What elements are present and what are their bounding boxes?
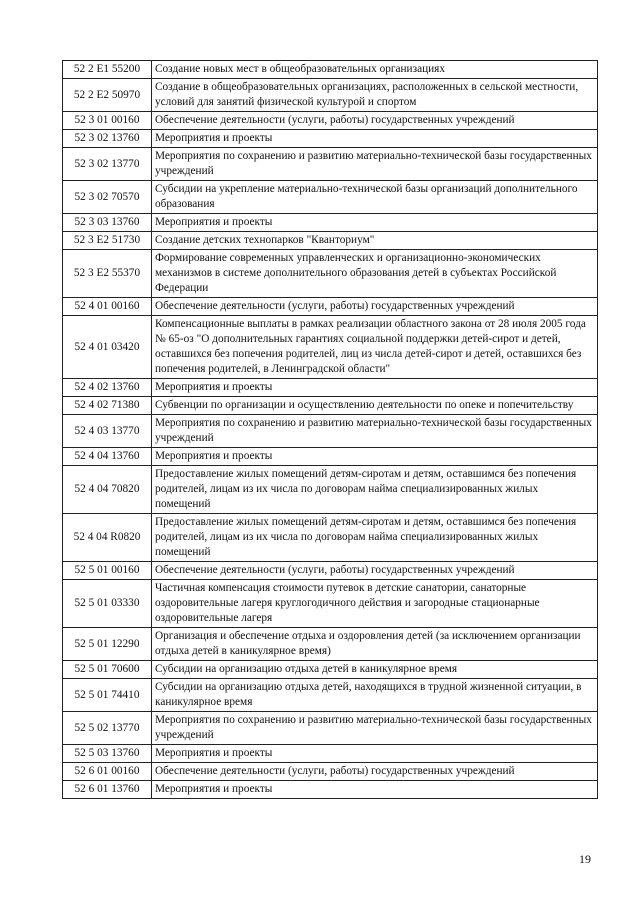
row-code: 52 4 03 13770 <box>63 415 152 448</box>
row-description: Мероприятия и проекты <box>152 379 598 397</box>
row-code: 52 5 01 74410 <box>63 679 152 712</box>
table-row <box>63 130 598 148</box>
row-code: 52 2 E2 50970 <box>63 79 152 112</box>
row-code: 52 3 02 70570 <box>63 181 152 214</box>
budget-codes-table <box>62 60 598 799</box>
row-description: Создание в общеобразовательных организациях, расположенных в сельской местности, условий для занятий физической культурой и спортом <box>152 79 598 112</box>
row-code: 52 3 02 13760 <box>63 130 152 148</box>
row-code: 52 4 01 03420 <box>63 316 152 379</box>
row-description: Субсидии на организацию отдыха детей, находящихся в трудной жизненной ситуации, в каникулярное время <box>152 679 598 712</box>
row-description: Предоставление жилых помещений детям-сиротам и детям, оставшимся без попечения родителей, лицам из их числа по договорам найма специализированных жилых помещений <box>152 466 598 514</box>
table-row <box>63 415 598 448</box>
row-code: 52 4 04 13760 <box>63 448 152 466</box>
row-description: Формирование современных управленческих и организационно-экономических механизмов в системе дополнительного образования детей в субъектах Российской Федерации <box>152 250 598 298</box>
row-code: 52 4 04 70820 <box>63 466 152 514</box>
row-code: 52 6 01 00160 <box>63 763 152 781</box>
row-description: Обеспечение деятельности (услуги, работы) государственных учреждений <box>152 763 598 781</box>
table-row <box>63 316 598 379</box>
row-code: 52 4 04 R0820 <box>63 514 152 562</box>
row-description: Мероприятия и проекты <box>152 745 598 763</box>
row-code: 52 5 01 03330 <box>63 580 152 628</box>
table-row <box>63 250 598 298</box>
row-code: 52 3 03 13760 <box>63 214 152 232</box>
row-code: 52 6 01 13760 <box>63 781 152 799</box>
row-description: Субсидии на организацию отдыха детей в каникулярное время <box>152 661 598 679</box>
row-code: 52 2 E1 55200 <box>63 61 152 79</box>
row-description: Обеспечение деятельности (услуги, работы) государственных учреждений <box>152 298 598 316</box>
row-description: Мероприятия по сохранению и развитию материально-технической базы государственных учреждений <box>152 148 598 181</box>
table-row <box>63 679 598 712</box>
row-description: Организация и обеспечение отдыха и оздоровления детей (за исключением организации отдыха детей в каникулярное время) <box>152 628 598 661</box>
row-code: 52 3 01 00160 <box>63 112 152 130</box>
row-code: 52 5 01 12290 <box>63 628 152 661</box>
page-number: 19 <box>579 852 591 866</box>
table-row <box>63 397 598 415</box>
table-row <box>63 298 598 316</box>
table-row <box>63 61 598 79</box>
row-description: Мероприятия и проекты <box>152 448 598 466</box>
row-description: Субвенции по организации и осуществлению деятельности по опеке и попечительству <box>152 397 598 415</box>
row-code: 52 5 01 70600 <box>63 661 152 679</box>
table-row <box>63 448 598 466</box>
table-row <box>63 745 598 763</box>
row-code: 52 3 E2 55370 <box>63 250 152 298</box>
table-row <box>63 562 598 580</box>
row-description: Мероприятия и проекты <box>152 130 598 148</box>
row-description: Субсидии на укрепление материально-технической базы организаций дополнительного образования <box>152 181 598 214</box>
row-code: 52 5 03 13760 <box>63 745 152 763</box>
table-row <box>63 232 598 250</box>
table-row <box>63 112 598 130</box>
table-row <box>63 466 598 514</box>
row-code: 52 5 02 13770 <box>63 712 152 745</box>
table-row <box>63 763 598 781</box>
row-description: Мероприятия и проекты <box>152 214 598 232</box>
table-row <box>63 181 598 214</box>
row-description: Обеспечение деятельности (услуги, работы) государственных учреждений <box>152 112 598 130</box>
table-row <box>63 580 598 628</box>
row-code: 52 4 01 00160 <box>63 298 152 316</box>
table-row <box>63 781 598 799</box>
row-description: Создание детских технопарков "Кванториум" <box>152 232 598 250</box>
row-description: Обеспечение деятельности (услуги, работы) государственных учреждений <box>152 562 598 580</box>
table-row <box>63 148 598 181</box>
row-description: Частичная компенсация стоимости путевок в детские санатории, санаторные оздоровительные лагеря круглогодичного действия и загородные стационарные оздоровительные лагеря <box>152 580 598 628</box>
row-code: 52 3 E2 51730 <box>63 232 152 250</box>
table-row <box>63 628 598 661</box>
row-description: Создание новых мест в общеобразовательных организациях <box>152 61 598 79</box>
table-body <box>63 61 598 799</box>
row-code: 52 3 02 13770 <box>63 148 152 181</box>
row-code: 52 4 02 71380 <box>63 397 152 415</box>
table-row <box>63 379 598 397</box>
row-description: Мероприятия по сохранению и развитию материально-технической базы государственных учреждений <box>152 415 598 448</box>
row-description: Мероприятия по сохранению и развитию материально-технической базы государственных учреждений <box>152 712 598 745</box>
row-code: 52 4 02 13760 <box>63 379 152 397</box>
row-code: 52 5 01 00160 <box>63 562 152 580</box>
table-row <box>63 214 598 232</box>
table-row <box>63 514 598 562</box>
table-row <box>63 661 598 679</box>
table-row <box>63 712 598 745</box>
row-description: Предоставление жилых помещений детям-сиротам и детям, оставшимся без попечения родителей, лицам из их числа по договорам найма специализированных жилых помещений <box>152 514 598 562</box>
row-description: Мероприятия и проекты <box>152 781 598 799</box>
table-row <box>63 79 598 112</box>
row-description: Компенсационные выплаты в рамках реализации областного закона от 28 июля 2005 года № 65-оз "О дополнительных гарантиях социальной поддержки детей-сирот и детей, оставшихся без попечения родителей, лиц из числа детей-сирот и детей, оставшихся без попечения родителей, в Ленинградской области" <box>152 316 598 379</box>
